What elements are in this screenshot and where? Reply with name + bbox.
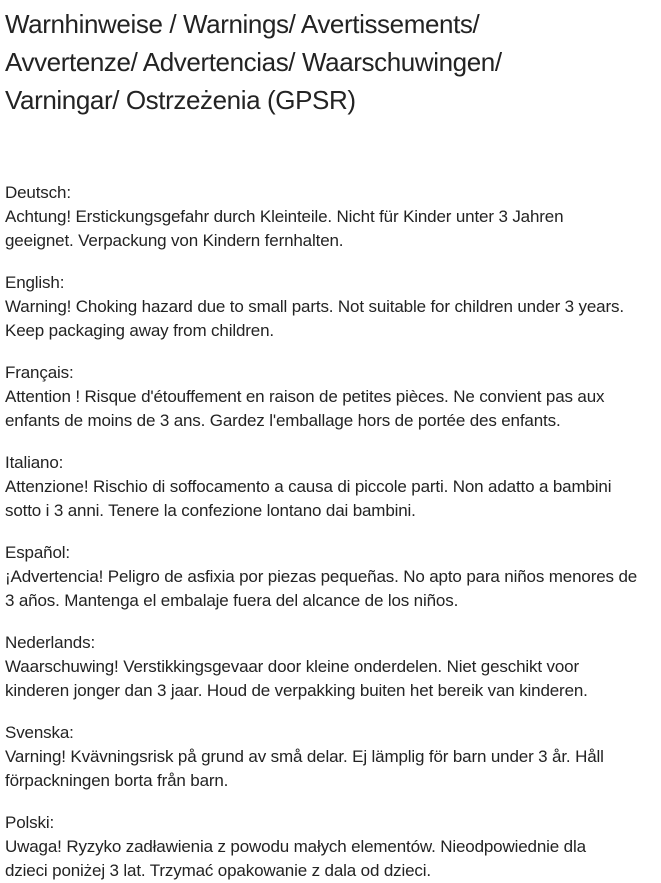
warning-section-deutsch [5, 181, 657, 253]
warning-section-english [5, 271, 657, 343]
warning-text-line: Varning! Kvävningsrisk på grund av små delar. Ej lämplig för barn under 3 år. Håll [5, 747, 604, 766]
warning-text-line: Keep packaging away from children. [5, 321, 274, 340]
warning-text [5, 565, 657, 613]
warning-text [5, 655, 657, 703]
warning-text [5, 475, 657, 523]
warning-text-line: 3 años. Mantenga el embalaje fuera del alcance de los niños. [5, 591, 459, 610]
warning-section-svenska [5, 721, 657, 793]
warning-text-line: enfants de moins de 3 ans. Gardez l'emballage hors de portée des enfants. [5, 411, 561, 430]
warning-text-line: dzieci poniżej 3 lat. Trzymać opakowanie z dala od dzieci. [5, 861, 431, 880]
warning-text-line: Attention ! Risque d'étouffement en raison de petites pièces. Ne convient pas aux [5, 387, 605, 406]
warning-text-line: geeignet. Verpackung von Kindern fernhalten. [5, 231, 344, 250]
warning-section-francais [5, 361, 657, 433]
warning-text [5, 295, 657, 343]
warning-section-italiano [5, 451, 657, 523]
page-title-line: Avvertenze/ Advertencias/ Waarschuwingen/ [5, 47, 502, 77]
language-label: Svenska: [5, 723, 74, 742]
warning-section-polski [5, 811, 657, 883]
warning-text-line: Attenzione! Rischio di soffocamento a causa di piccole parti. Non adatto a bambini [5, 477, 612, 496]
page-title-line: Warnhinweise / Warnings/ Avertissements/ [5, 9, 480, 39]
warning-text [5, 835, 657, 883]
warning-text-line: Waarschuwing! Verstikkingsgevaar door kleine onderdelen. Niet geschikt voor [5, 657, 579, 676]
warning-text [5, 385, 657, 433]
language-label: Polski: [5, 813, 55, 832]
page-title-line: Varningar/ Ostrzeżenia (GPSR) [5, 85, 356, 115]
language-label: English: [5, 273, 65, 292]
warning-text-line: Achtung! Erstickungsgefahr durch Kleinteile. Nicht für Kinder unter 3 Jahren [5, 207, 564, 226]
warning-text [5, 205, 657, 253]
warning-text-line: förpackningen borta från barn. [5, 771, 229, 790]
language-label: Español: [5, 543, 70, 562]
warning-section-espanol [5, 541, 657, 613]
warning-text [5, 745, 657, 793]
language-label: Nederlands: [5, 633, 96, 652]
warning-text-line: sotto i 3 anni. Tenere la confezione lontano dai bambini. [5, 501, 416, 520]
warning-section-nederlands [5, 631, 657, 703]
language-label: Deutsch: [5, 183, 71, 202]
language-label: Français: [5, 363, 74, 382]
warning-text-line: Warning! Choking hazard due to small parts. Not suitable for children under 3 years. [5, 297, 624, 316]
warning-text-line: kinderen jonger dan 3 jaar. Houd de verpakking buiten het bereik van kinderen. [5, 681, 588, 700]
language-label: Italiano: [5, 453, 64, 472]
page-title [5, 5, 657, 119]
warning-text-line: Uwaga! Ryzyko zadławienia z powodu małych elementów. Nieodpowiednie dla [5, 837, 586, 856]
warning-text-line: ¡Advertencia! Peligro de asfixia por piezas pequeñas. No apto para niños menores de [5, 567, 638, 586]
